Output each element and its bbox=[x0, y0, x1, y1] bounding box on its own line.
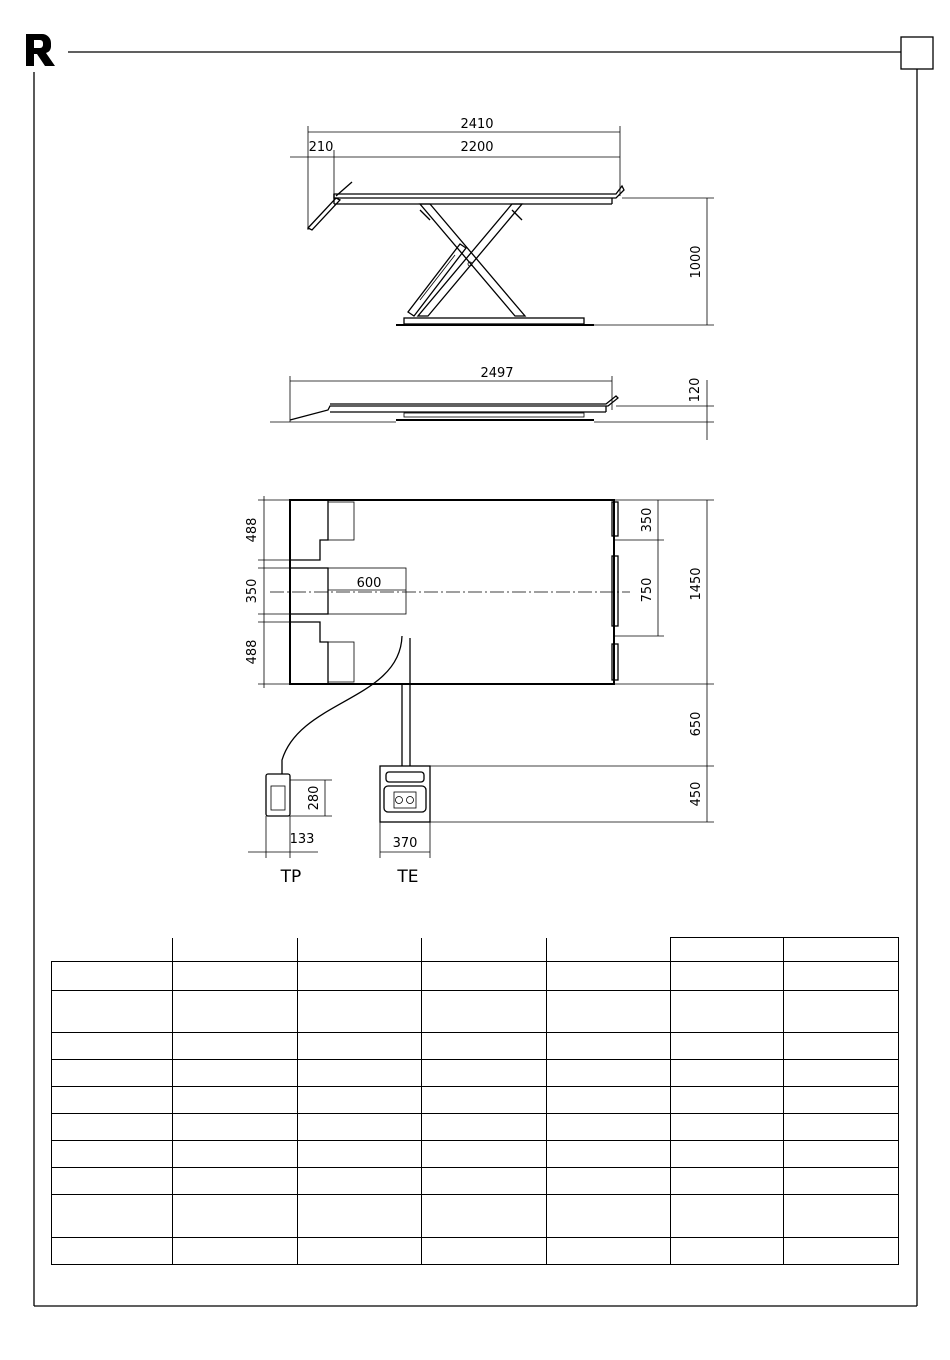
table-row bbox=[52, 1033, 899, 1060]
table-row bbox=[52, 991, 899, 1033]
dim-overall-width: 1450 bbox=[689, 567, 704, 601]
dim-overall-length: 2497 bbox=[480, 366, 514, 381]
dim-height: 1000 bbox=[689, 245, 704, 279]
dim-to-console: 650 bbox=[689, 711, 704, 737]
table-row bbox=[52, 1114, 899, 1141]
dim-overall-length: 2410 bbox=[460, 117, 494, 132]
table-header-row bbox=[52, 938, 899, 962]
table-cell bbox=[670, 938, 784, 962]
dim-console-width: 370 bbox=[392, 836, 418, 851]
table-row bbox=[52, 1238, 899, 1265]
r-brand-logo-icon bbox=[26, 34, 55, 66]
table-row bbox=[52, 1168, 899, 1195]
page-number-box bbox=[901, 37, 933, 69]
dim-lowered-height: 120 bbox=[688, 377, 703, 403]
table-row bbox=[52, 1141, 899, 1168]
dim-ramp: 210 bbox=[308, 140, 334, 155]
spec-table bbox=[51, 937, 899, 1265]
dim-console-depth: 450 bbox=[689, 781, 704, 807]
dim-right-middle: 750 bbox=[640, 577, 655, 603]
dim-inner: 600 bbox=[356, 576, 382, 591]
table-row bbox=[52, 1195, 899, 1238]
plan-view bbox=[245, 496, 714, 887]
side-view-lowered bbox=[270, 366, 714, 440]
console-label: TE bbox=[397, 867, 419, 887]
table-cell bbox=[784, 938, 899, 962]
pedal-label: TP bbox=[280, 867, 302, 887]
dim-pedal-height: 280 bbox=[307, 785, 322, 811]
dim-left-top: 488 bbox=[245, 517, 260, 543]
table-row bbox=[52, 962, 899, 991]
dim-left-middle: 350 bbox=[245, 578, 260, 604]
table-row bbox=[52, 1060, 899, 1087]
dim-left-bottom: 488 bbox=[245, 639, 260, 665]
table-row bbox=[52, 1087, 899, 1114]
side-view-raised bbox=[290, 117, 714, 325]
dim-right-top: 350 bbox=[640, 507, 655, 533]
dim-platform-length: 2200 bbox=[460, 140, 494, 155]
dim-pedal-width: 133 bbox=[289, 832, 315, 847]
